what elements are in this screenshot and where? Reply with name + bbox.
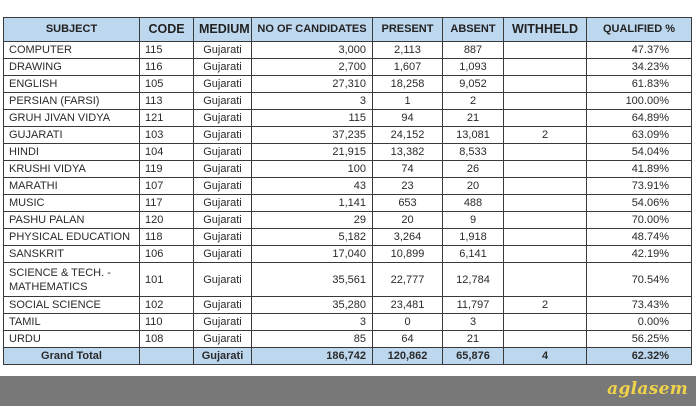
cell-code: 110	[140, 314, 194, 331]
header-medium: MEDIUM	[194, 18, 252, 42]
cell-absent: 9,052	[443, 76, 504, 93]
cell-withheld	[504, 263, 587, 297]
cell-absent: 13,081	[443, 127, 504, 144]
cell-withheld	[504, 178, 587, 195]
cell-candidates: 27,310	[252, 76, 373, 93]
cell-qualified: 42.19%	[587, 246, 692, 263]
cell-absent: 26	[443, 161, 504, 178]
cell-present: 24,152	[373, 127, 443, 144]
header-qualified: QUALIFIED %	[587, 18, 692, 42]
cell-withheld	[504, 161, 587, 178]
cell-withheld	[504, 246, 587, 263]
cell-absent: 3	[443, 314, 504, 331]
results-table	[3, 17, 692, 365]
cell-candidates: 37,235	[252, 127, 373, 144]
table-row	[4, 229, 692, 246]
cell-absent: 887	[443, 42, 504, 59]
cell-withheld	[504, 110, 587, 127]
cell-candidates: 3,000	[252, 42, 373, 59]
cell-subject: SCIENCE & TECH. - MATHEMATICS	[4, 263, 140, 297]
cell-absent: 21	[443, 331, 504, 348]
cell-present: 3,264	[373, 229, 443, 246]
cell-absent: 21	[443, 110, 504, 127]
table-row	[4, 195, 692, 212]
cell-subject: ENGLISH	[4, 76, 140, 93]
cell-qualified: 63.09%	[587, 127, 692, 144]
cell-candidates: 43	[252, 178, 373, 195]
grand-total-row	[4, 348, 692, 365]
cell-code: 117	[140, 195, 194, 212]
cell-withheld	[504, 93, 587, 110]
table-row	[4, 110, 692, 127]
results-table-container	[3, 17, 691, 365]
cell-present: 20	[373, 212, 443, 229]
cell-withheld	[504, 331, 587, 348]
cell-medium: Gujarati	[194, 348, 252, 365]
cell-present: 18,258	[373, 76, 443, 93]
cell-candidates: 29	[252, 212, 373, 229]
cell-subject: DRAWING	[4, 59, 140, 76]
cell-code: 103	[140, 127, 194, 144]
cell-qualified: 100.00%	[587, 93, 692, 110]
cell-withheld	[504, 195, 587, 212]
cell-medium: Gujarati	[194, 59, 252, 76]
cell-present: 2,113	[373, 42, 443, 59]
cell-present: 22,777	[373, 263, 443, 297]
cell-withheld	[504, 59, 587, 76]
cell-subject: KRUSHI VIDYA	[4, 161, 140, 178]
cell-candidates: 3	[252, 314, 373, 331]
cell-qualified: 70.54%	[587, 263, 692, 297]
cell-candidates: 21,915	[252, 144, 373, 161]
cell-medium: Gujarati	[194, 195, 252, 212]
cell-subject: SANSKRIT	[4, 246, 140, 263]
cell-absent: 9	[443, 212, 504, 229]
cell-qualified: 56.25%	[587, 331, 692, 348]
cell-absent: 488	[443, 195, 504, 212]
cell-candidates: 35,561	[252, 263, 373, 297]
cell-qualified: 41.89%	[587, 161, 692, 178]
cell-candidates: 3	[252, 93, 373, 110]
cell-candidates: 1,141	[252, 195, 373, 212]
brand-logo: aglasem	[607, 379, 688, 399]
cell-subject: MUSIC	[4, 195, 140, 212]
cell-withheld	[504, 42, 587, 59]
cell-subject: GRUH JIVAN VIDYA	[4, 110, 140, 127]
cell-present: 10,899	[373, 246, 443, 263]
header-withheld: WITHHELD	[504, 18, 587, 42]
header-absent: ABSENT	[443, 18, 504, 42]
cell-present: 653	[373, 195, 443, 212]
table-row	[4, 263, 692, 297]
cell-present: 23,481	[373, 297, 443, 314]
cell-withheld: 2	[504, 297, 587, 314]
table-row	[4, 178, 692, 195]
cell-medium: Gujarati	[194, 161, 252, 178]
cell-qualified: 73.43%	[587, 297, 692, 314]
cell-subject: GUJARATI	[4, 127, 140, 144]
cell-candidates: 2,700	[252, 59, 373, 76]
cell-absent: 12,784	[443, 263, 504, 297]
cell-medium: Gujarati	[194, 229, 252, 246]
cell-code: 107	[140, 178, 194, 195]
cell-qualified: 70.00%	[587, 212, 692, 229]
cell-absent: 8,533	[443, 144, 504, 161]
cell-qualified: 34.23%	[587, 59, 692, 76]
cell-medium: Gujarati	[194, 297, 252, 314]
cell-code: 120	[140, 212, 194, 229]
cell-subject: HINDI	[4, 144, 140, 161]
header-candidates: NO OF CANDIDATES	[252, 18, 373, 42]
cell-qualified: 47.37%	[587, 42, 692, 59]
cell-subject: Grand Total	[4, 348, 140, 365]
cell-subject: SOCIAL SCIENCE	[4, 297, 140, 314]
cell-code: 119	[140, 161, 194, 178]
cell-candidates: 115	[252, 110, 373, 127]
cell-subject: COMPUTER	[4, 42, 140, 59]
cell-code: 104	[140, 144, 194, 161]
cell-qualified: 48.74%	[587, 229, 692, 246]
cell-absent: 1,918	[443, 229, 504, 246]
cell-qualified: 73.91%	[587, 178, 692, 195]
table-row	[4, 144, 692, 161]
cell-medium: Gujarati	[194, 110, 252, 127]
cell-qualified: 0.00%	[587, 314, 692, 331]
cell-code: 121	[140, 110, 194, 127]
cell-code: 118	[140, 229, 194, 246]
cell-withheld	[504, 229, 587, 246]
cell-present: 64	[373, 331, 443, 348]
table-row	[4, 297, 692, 314]
cell-present: 94	[373, 110, 443, 127]
cell-absent: 20	[443, 178, 504, 195]
cell-code: 105	[140, 76, 194, 93]
cell-subject: URDU	[4, 331, 140, 348]
cell-medium: Gujarati	[194, 178, 252, 195]
cell-present: 1	[373, 93, 443, 110]
cell-code: 102	[140, 297, 194, 314]
cell-present: 1,607	[373, 59, 443, 76]
cell-medium: Gujarati	[194, 246, 252, 263]
header-present: PRESENT	[373, 18, 443, 42]
cell-medium: Gujarati	[194, 331, 252, 348]
table-body	[4, 42, 692, 365]
cell-code	[140, 348, 194, 365]
cell-absent: 1,093	[443, 59, 504, 76]
cell-withheld	[504, 76, 587, 93]
cell-code: 116	[140, 59, 194, 76]
cell-candidates: 85	[252, 331, 373, 348]
cell-medium: Gujarati	[194, 263, 252, 297]
cell-absent: 2	[443, 93, 504, 110]
table-row	[4, 59, 692, 76]
cell-code: 113	[140, 93, 194, 110]
cell-withheld: 4	[504, 348, 587, 365]
header-row	[4, 18, 692, 42]
cell-candidates: 35,280	[252, 297, 373, 314]
cell-medium: Gujarati	[194, 127, 252, 144]
table-row	[4, 212, 692, 229]
table-row	[4, 76, 692, 93]
table-row	[4, 93, 692, 110]
cell-code: 101	[140, 263, 194, 297]
cell-medium: Gujarati	[194, 93, 252, 110]
cell-code: 106	[140, 246, 194, 263]
cell-code: 115	[140, 42, 194, 59]
cell-present: 13,382	[373, 144, 443, 161]
cell-medium: Gujarati	[194, 314, 252, 331]
cell-withheld: 2	[504, 127, 587, 144]
footer-bar	[0, 376, 696, 406]
table-row	[4, 42, 692, 59]
cell-qualified: 61.83%	[587, 76, 692, 93]
cell-absent: 6,141	[443, 246, 504, 263]
cell-qualified: 62.32%	[587, 348, 692, 365]
cell-medium: Gujarati	[194, 76, 252, 93]
cell-qualified: 64.89%	[587, 110, 692, 127]
cell-medium: Gujarati	[194, 42, 252, 59]
table-row	[4, 314, 692, 331]
cell-absent: 65,876	[443, 348, 504, 365]
header-code: CODE	[140, 18, 194, 42]
table-row	[4, 331, 692, 348]
cell-candidates: 186,742	[252, 348, 373, 365]
cell-withheld	[504, 314, 587, 331]
table-row	[4, 127, 692, 144]
cell-subject: TAMIL	[4, 314, 140, 331]
cell-qualified: 54.06%	[587, 195, 692, 212]
cell-subject: MARATHI	[4, 178, 140, 195]
cell-subject: PASHU PALAN	[4, 212, 140, 229]
cell-present: 0	[373, 314, 443, 331]
cell-subject: PHYSICAL EDUCATION	[4, 229, 140, 246]
cell-subject: PERSIAN (FARSI)	[4, 93, 140, 110]
cell-candidates: 5,182	[252, 229, 373, 246]
table-row	[4, 161, 692, 178]
cell-present: 74	[373, 161, 443, 178]
table-row	[4, 246, 692, 263]
cell-medium: Gujarati	[194, 212, 252, 229]
cell-code: 108	[140, 331, 194, 348]
cell-present: 120,862	[373, 348, 443, 365]
cell-candidates: 100	[252, 161, 373, 178]
cell-present: 23	[373, 178, 443, 195]
cell-absent: 11,797	[443, 297, 504, 314]
cell-withheld	[504, 212, 587, 229]
cell-withheld	[504, 144, 587, 161]
cell-medium: Gujarati	[194, 144, 252, 161]
cell-qualified: 54.04%	[587, 144, 692, 161]
cell-candidates: 17,040	[252, 246, 373, 263]
header-subject: SUBJECT	[4, 18, 140, 42]
